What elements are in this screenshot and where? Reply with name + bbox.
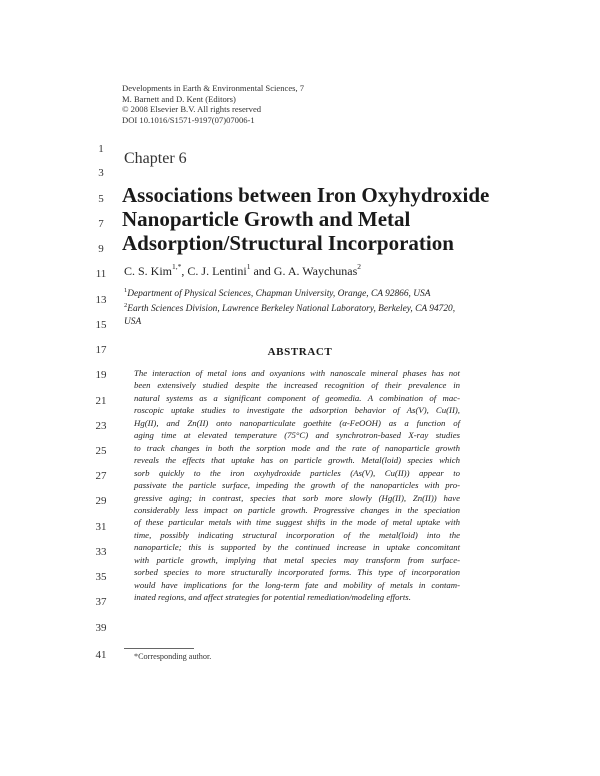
abstract-line: inated regions, and affect strategies for potential remediation/modeling efforts.	[134, 592, 411, 603]
line-number: 19	[95, 369, 107, 381]
line-number: 7	[98, 218, 104, 230]
series-line: DOI 10.1016/S1571-9197(07)07006-1	[122, 114, 255, 125]
title-line: Adsorption/Structural Incorporation	[122, 231, 454, 255]
series-info	[122, 83, 304, 125]
author-name: C. S. Kim	[124, 264, 173, 278]
abstract-line: with particle growth, implying that metal species may transform from surface-	[134, 554, 460, 565]
author-list	[124, 262, 361, 279]
line-number: 37	[95, 596, 107, 608]
affiliation-marker: 1	[124, 287, 128, 294]
title-line: Nanoparticle Growth and Metal	[122, 207, 411, 231]
abstract-line: Hg(II), and Zn(II) onto nanoparticulate goethite (α-FeOOH) as a function of	[134, 417, 460, 428]
affiliation-1	[124, 285, 470, 300]
abstract-line: sorbed species to more structurally incorporated forms. This type of incorporation	[134, 567, 460, 578]
line-number: 15	[95, 319, 107, 331]
author-name: , C. J. Lentini	[181, 264, 247, 278]
abstract-line: natural systems as a significant component of geomedia. A combination of mac-	[134, 392, 460, 403]
footnote: *Corresponding author.	[134, 652, 212, 661]
affiliation-text: Earth Sciences Division, Lawrence Berkeley National Laboratory, Berkeley, CA 94720, USA	[124, 304, 456, 327]
line-number: 25	[95, 445, 107, 457]
abstract-line: time, possibly indicating structural incorporation of the metal(loid) into the	[134, 529, 460, 540]
abstract-body	[134, 367, 460, 604]
abstract-line: nanoparticle; this is supported by the continued increase in uptake concomitant	[134, 542, 460, 553]
abstract-line: roscopic uptake studies to investigate the adsorption behavior of As(V), Cu(II),	[134, 405, 460, 416]
line-number: 35	[95, 571, 107, 583]
line-number: 39	[95, 622, 107, 634]
title-line: Associations between Iron Oxyhydroxide	[122, 183, 490, 207]
author-name: and G. A. Waychunas	[250, 264, 358, 278]
line-number: 21	[95, 395, 107, 407]
author-affil-marker: 1,*	[172, 262, 182, 271]
abstract-line: sorb quickly to the iron oxyhydroxide particles (As(V), Cu(II)) appear to	[134, 467, 460, 478]
affiliation-marker: 2	[124, 302, 128, 310]
line-number: 11	[95, 268, 107, 280]
line-number: 17	[95, 344, 107, 356]
affiliation-2	[124, 300, 470, 328]
page-title	[122, 183, 489, 255]
abstract-heading: ABSTRACT	[267, 346, 333, 358]
abstract-line: to track changes in both the sorption mode and the rate of nanoparticle growth	[134, 442, 460, 453]
abstract-line: would have implications for the long-term fate and mobility of metals in contam-	[134, 579, 460, 590]
line-number: 29	[95, 495, 107, 507]
affiliation-text: Department of Physical Sciences, Chapman University, Orange, CA 92866, USA	[127, 289, 431, 299]
abstract-line: aging time at elevated temperature (75°C) and synchrotron-based X-ray studies	[134, 430, 460, 441]
series-line: Developments in Earth & Environmental Sciences, 7	[122, 83, 305, 93]
line-number: 5	[98, 193, 104, 205]
author-affil-marker: 2	[357, 262, 362, 271]
footnote-rule	[124, 648, 194, 649]
series-line: © 2008 Elsevier B.V. All rights reserved	[122, 104, 262, 115]
line-number: 9	[98, 243, 104, 255]
chapter-label: Chapter 6	[124, 150, 187, 167]
abstract-line: been extensively studied despite the increased recognition of their prevalence in	[134, 380, 460, 391]
line-number: 41	[95, 649, 107, 661]
series-line: M. Barnett and D. Kent (Editors)	[122, 93, 236, 104]
author-affil-marker: 1	[246, 262, 251, 271]
abstract-line: of these particular metals with time suggest shifts in the mode of metal uptake with	[134, 517, 460, 528]
line-number: 3	[98, 167, 104, 179]
line-number: 23	[95, 420, 107, 432]
line-number: 1	[98, 143, 104, 155]
affiliations	[124, 285, 470, 328]
line-number: 27	[95, 470, 107, 482]
line-number: 33	[95, 546, 107, 558]
line-number: 31	[95, 521, 107, 533]
abstract-line: passivate the particle surface, impeding the growth of the nanoparticles with pro-	[134, 480, 460, 491]
line-number: 13	[95, 294, 107, 306]
abstract-line: gressive aging; in contrast, species that sorb more slowly (Hg(II), Zn(II)) have	[134, 492, 460, 503]
abstract-line: reveals the effects that uptake has on particle growth. Metal(loid) species which	[134, 455, 460, 466]
abstract-line: The interaction of metal ions and oxyanions with nanoscale mineral phases has not	[134, 368, 460, 378]
abstract-line: considerably less impact on particle growth. Progressive changes in the speciation	[134, 504, 460, 515]
